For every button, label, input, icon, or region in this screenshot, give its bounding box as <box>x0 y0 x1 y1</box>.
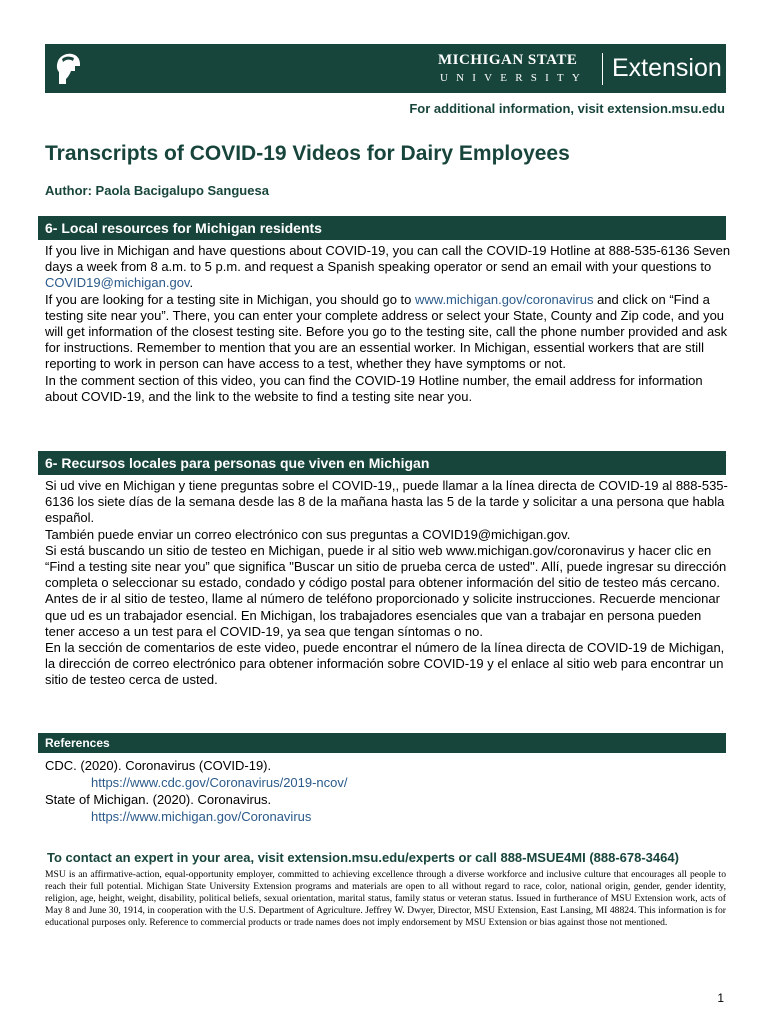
paragraph-comments-es: En la sección de comentarios de este video, puede encontrar el número de la línea directa de COVID-19 de Michigan, la dirección de correo electrónico para obtener información sobre COVID-19 y el enlace al sitio web para encontrar un sitio de testeo cerca de usted. <box>45 640 725 688</box>
paragraph-text: . <box>189 275 194 291</box>
spartan-helmet-icon <box>53 50 83 87</box>
paragraph-comments-en: In the comment section of this video, you can find the COVID-19 Hotline number, the email address for information about COVID-19, and the link to the website to find a testing site near you. <box>45 372 703 404</box>
paragraph-text: If you are looking for a testing site in Michigan, you should go to <box>45 291 415 307</box>
document-title: Transcripts of COVID-19 Videos for Dairy Employees <box>45 142 570 165</box>
paragraph-testing-en <box>45 292 731 373</box>
cdc-link[interactable]: https://www.cdc.gov/Coronavirus/2019-ncov/ <box>91 775 348 790</box>
section-body-en <box>45 243 731 405</box>
section-heading-en: 6- Local resources for Michigan residents <box>38 216 726 240</box>
logo-michigan-state: MICHIGAN STATE <box>438 52 578 68</box>
document-author: Author: Paola Bacigalupo Sanguesa <box>45 183 269 198</box>
references-heading: References <box>38 733 726 753</box>
logo-divider <box>602 53 603 85</box>
section-body-es <box>45 478 731 689</box>
logo-extension: Extension <box>612 54 722 82</box>
coronavirus-site-link[interactable]: www.michigan.gov/coronavirus <box>415 291 594 307</box>
reference-michigan: State of Michigan. (2020). Coronavirus. <box>45 792 272 807</box>
paragraph-email-es: También puede enviar un correo electrónico con sus preguntas a COVID19@michigan.gov. <box>45 526 571 542</box>
logo-university: UNIVERSITY <box>440 72 588 84</box>
paragraph-text: and click on “Find a testing site near you”. There, you can enter your complete address or select your State, County and Zip code, and you will get information of the closest testing site. Before you go to the testing site, call the phone number provided and ask for instructions. Remember to mention that you are an essential worker. In Michigan, essential workers that are still reporting to work in person can have access to a test, whether they have symptoms or not. <box>45 291 728 372</box>
paragraph-hotline-es: Si ud vive en Michigan y tiene preguntas sobre el COVID-19,, puede llamar a la línea directa de COVID-19 al 888-535-6136 los siete días de la semana desde las 8 de la mañana hasta las 5 de la tarde y solicitar a una persona que habla español. <box>45 478 728 526</box>
page-number: 1 <box>717 991 724 1005</box>
paragraph-testing-es: Si está buscando un sitio de testeo en Michigan, puede ir al sitio web www.michigan.gov/coronavirus y hacer clic en “Find a testing site near you” que significa "Buscar un sitio de prueba cerca de usted". Allí, puede ingresar su dirección completa o seleccionar su estado, condado y código postal para obtener información del sitio de testeo más cercano. <box>45 542 727 591</box>
email-link[interactable]: COVID19@michigan.gov <box>45 275 190 291</box>
disclaimer: MSU is an affirmative-action, equal-opportunity employer, committed to achieving excellence through a diverse workforce and inclusive culture that encourages all people to reach their full potential. Michigan State University Extension programs and materials are open to all without regard to race, color, national origin, gender, gender identity, religion, age, height, weight, disability, political beliefs, sexual orientation, marital status, family status or veteran status. Issued in furtherance of MSU Extension work, acts of May 8 and June 30, 1914, in cooperation with the U.S. Department of Agriculture. Jeffrey W. Dwyer, Director, MSU Extension, East Lansing, MI 48824. This information is for educational purposes only. Reference to commercial products or trade names does not imply endorsement by MSU Extension or bias against those not mentioned. <box>45 869 726 928</box>
contact-expert: To contact an expert in your area, visit extension.msu.edu/experts or call 888-MSUE4MI (888-678-3464) <box>47 850 679 865</box>
references-list <box>45 757 348 825</box>
additional-info: For additional information, visit extension.msu.edu <box>409 101 725 116</box>
paragraph-instructions-es: Antes de ir al sitio de testeo, llame al número de teléfono proporcionado y solicite instrucciones. Recuerde mencionar que ud es un trabajador esencial. En Michigan, los trabajadores esenciales que van a trabajar en persona pueden tener acceso a un test para el COVID-19, ya sea que tengan síntomas o no. <box>45 591 720 639</box>
msu-extension-banner <box>45 44 726 93</box>
paragraph-text: If you live in Michigan and have questions about COVID-19, you can call the COVID-19 Hotline at 888-535-6136 Seven days a week from 8 a.m. to 5 p.m. and request a Spanish speaking operator or send an email with your questions to <box>45 243 731 275</box>
michigan-link[interactable]: https://www.michigan.gov/Coronavirus <box>91 809 312 824</box>
section-heading-es: 6- Recursos locales para personas que viven en Michigan <box>38 451 726 475</box>
reference-cdc: CDC. (2020). Coronavirus (COVID-19). <box>45 758 272 773</box>
paragraph-hotline-en <box>45 243 731 292</box>
